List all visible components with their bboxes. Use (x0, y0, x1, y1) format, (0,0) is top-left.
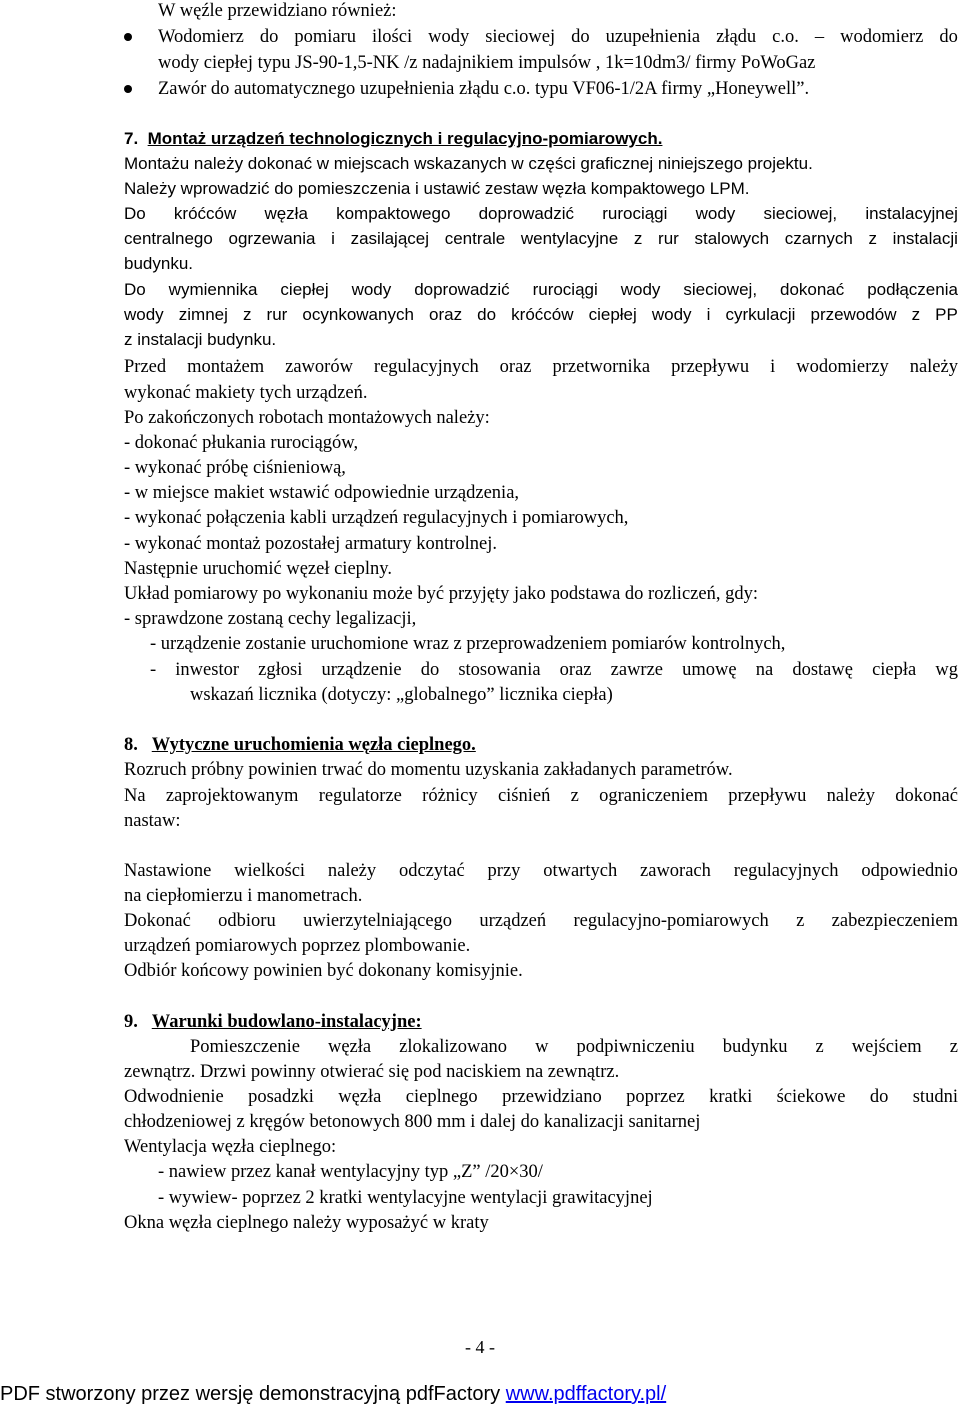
word: do (259, 27, 279, 47)
word: podpiwniczeniu (576, 1037, 695, 1057)
word: ocynkowanych (302, 305, 414, 324)
word: przewidziano (502, 1087, 602, 1107)
word: do (420, 660, 440, 680)
section-8-paragraph: na ciepłomierzu i manometrach. (124, 886, 363, 906)
word: - (150, 660, 157, 680)
intro-text: W węźle przewidziano również: (158, 1, 397, 21)
word: z (815, 1037, 824, 1057)
word: rur (658, 229, 679, 248)
section-8-title: Wytyczne uruchomienia węzła cieplnego. (151, 735, 476, 755)
word: ciepłej (588, 305, 637, 324)
word: centrale (444, 229, 506, 248)
section-8-paragraph: Rozruch próbny powinien trwać do momentu uzyskania zakładanych parametrów. (124, 760, 733, 780)
word: budynku (722, 1037, 788, 1057)
word: należy (327, 861, 377, 881)
word: z (911, 305, 921, 324)
word: Pomieszczenie (190, 1037, 300, 1057)
word: rurociągi (602, 204, 668, 223)
word: doprowadzić (478, 204, 575, 223)
word: dostawę (792, 660, 853, 680)
word: przepływu (671, 357, 750, 377)
list-item: - wykonać połączenia kabli urządzeń regulacyjnych i pomiarowych, (124, 508, 629, 528)
section-8-paragraph: Odbiór końcowy powinien być dokonany komisyjnie. (124, 961, 523, 981)
word: ściekowe (776, 1087, 846, 1107)
word: i (770, 357, 776, 377)
word: poprzez (626, 1087, 685, 1107)
word: ograniczeniem (599, 786, 709, 806)
section-7-paragraph: Następnie uruchomić węzeł cieplny. (124, 559, 392, 579)
section-7-paragraph: Montażu należy dokonać w miejscach wskazanych w części graficznej niniejszego projektu. (124, 154, 813, 173)
word: rur (266, 305, 288, 324)
word: zasilającej (350, 229, 430, 248)
list-item: - sprawdzone zostaną cechy legalizacji, (124, 609, 417, 629)
word: instalacyjnej (865, 204, 958, 223)
word: Do (124, 204, 146, 223)
word: ciśnień (497, 786, 551, 806)
section-8-paragraph (124, 910, 958, 932)
word: wymiennika (168, 280, 258, 299)
word: PP (935, 305, 958, 324)
pdf-footer-link[interactable]: www.pdffactory.pl/ (505, 1383, 667, 1405)
word: króćców (511, 305, 574, 324)
word: c.o. (772, 27, 799, 47)
word: Dokonać (124, 911, 191, 931)
word: różnicy (422, 786, 478, 806)
word: instalacji (892, 229, 958, 248)
word: do (477, 305, 497, 324)
word: rurociągi (532, 280, 598, 299)
section-7-paragraph (124, 279, 958, 301)
word: węzła (338, 1087, 382, 1107)
word: Do (124, 280, 146, 299)
word: studni (912, 1087, 958, 1107)
section-7-paragraph (124, 203, 958, 225)
word: i (331, 229, 335, 248)
list-item: - nawiew przez kanał wentylacyjny typ „Z” /20×30/ (158, 1162, 543, 1182)
word: ciepłej (280, 280, 329, 299)
word: inwestor (175, 660, 240, 680)
word: do (571, 27, 590, 47)
word: umowę (682, 660, 737, 680)
section-7-paragraph: Należy wprowadzić do pomieszczenia i ustawić zestaw węzła kompaktowego LPM. (124, 179, 750, 198)
section-8-paragraph (124, 785, 958, 807)
word: należy (826, 786, 875, 806)
word: sieciowej (485, 27, 556, 47)
word: cyrkulacji (725, 305, 796, 324)
section-7-paragraph: Układ pomiarowy po wykonaniu może być przyjęty jako podstawa do rozliczeń, gdy: (124, 584, 758, 604)
page-number: - 4 - (465, 1337, 495, 1357)
section-7-heading (124, 128, 662, 150)
word: oraz (429, 305, 463, 324)
word: do (869, 1087, 889, 1107)
word: węzła (264, 204, 308, 223)
word: Wodomierz (158, 27, 244, 47)
section-9-paragraph: chłodzeniowej z kręgów betonowych 800 mm i dalej do kanalizacji sanitarnej (124, 1112, 701, 1132)
word: sieciowej, (763, 204, 838, 223)
word: wodomierz (840, 27, 924, 47)
word: przewodów (810, 305, 897, 324)
word: i (706, 305, 711, 324)
word: odbioru (218, 911, 276, 931)
list-item: - w miejsce makiet wstawić odpowiednie urządzenia, (124, 483, 520, 503)
word: przy (487, 861, 521, 881)
section-9-title: Warunki budowlano-instalacyjne: (151, 1012, 422, 1032)
section-9-heading (124, 1011, 422, 1033)
section-7-title: Montaż urządzeń technologicznych i regulacyjno-pomiarowych. (147, 129, 663, 148)
list-item: - wywiew- poprzez 2 kratki wentylacyjne wentylacji grawitacyjnej (158, 1188, 653, 1208)
word: wody (651, 305, 692, 324)
word: ogrzewania (228, 229, 316, 248)
section-8-paragraph: nastaw: (124, 811, 181, 831)
word: zgłosi (258, 660, 303, 680)
word: zawrze (610, 660, 664, 680)
bullet-icon (124, 33, 132, 41)
word: na (755, 660, 774, 680)
word: z (868, 229, 877, 248)
word: stosowania (458, 660, 541, 680)
list-item: - wykonać montaż pozostałej armatury kontrolnej. (124, 534, 497, 554)
word: pomiaru (294, 27, 356, 47)
list-item: wskazań licznika (dotyczy: „globalnego” licznika ciepła) (190, 685, 613, 705)
word: urządzeń (479, 911, 547, 931)
bullet-1-line-1 (158, 26, 958, 48)
word: oraz (559, 660, 592, 680)
list-item: - urządzenie zostanie uruchomione wraz z przeprowadzeniem pomiarów kontrolnych, (150, 634, 786, 654)
word: oraz (499, 357, 532, 377)
word: wg (935, 660, 958, 680)
word: ciepła (872, 660, 917, 680)
word: przetwornika (552, 357, 651, 377)
word: króćców (173, 204, 237, 223)
section-7-paragraph: wykonać makiety tych urządzeń. (124, 383, 368, 403)
word: zabezpieczeniem (831, 911, 958, 931)
word: doprowadzić (414, 280, 510, 299)
word: złądu (716, 27, 757, 47)
word: wejściem (851, 1037, 922, 1057)
word: odpowiednio (861, 861, 958, 881)
list-item: - wykonać próbę ciśnieniową, (124, 458, 346, 478)
word: zaprojektowanym (165, 786, 299, 806)
word: z (633, 229, 643, 248)
word: – (814, 27, 825, 47)
section-8-heading (124, 734, 476, 756)
word: zaworów (285, 357, 353, 377)
section-7-paragraph: z instalacji budynku. (124, 330, 277, 349)
word: węzła (327, 1037, 372, 1057)
word: w (535, 1037, 549, 1057)
word: wody (124, 305, 164, 324)
word: z (796, 911, 805, 931)
section-8-number: 8. (124, 735, 138, 755)
word: zaworach (640, 861, 711, 881)
section-9-paragraph: Okna węzła cieplnego należy wyposażyć w kraty (124, 1213, 489, 1233)
word: ilości (372, 27, 413, 47)
section-8-paragraph: urządzeń pomiarowych poprzez plombowanie. (124, 936, 471, 956)
word: wielkości (234, 861, 306, 881)
bullet-1-line-2: wody ciepłej typu JS-90-1,5-NK /z nadajnikiem impulsów , 1k=10dm3/ firmy PoWoGaz (158, 53, 816, 73)
pdf-footer (0, 1383, 666, 1406)
pdf-footer-text: PDF stworzony przez wersję demonstracyjną pdfFactory (0, 1383, 506, 1405)
word: centralnego (124, 229, 213, 248)
section-7-paragraph (124, 304, 958, 326)
word: dokonać (895, 786, 958, 806)
word: otwartych (543, 861, 618, 881)
list-item (150, 659, 958, 681)
word: stalowych (694, 229, 770, 248)
word: z (570, 786, 579, 806)
word: podłączenia (867, 280, 958, 299)
word: Przed (124, 357, 167, 377)
word: wody (428, 27, 470, 47)
word: z (949, 1037, 958, 1057)
word: regulacyjnych (733, 861, 839, 881)
section-9-paragraph (190, 1036, 958, 1058)
word: do (939, 27, 958, 47)
list-item: - dokonać płukania rurociągów, (124, 433, 359, 453)
word: urządzenie (321, 660, 402, 680)
word: dokonać (779, 280, 845, 299)
word: posadzki (248, 1087, 314, 1107)
word: wody (351, 280, 392, 299)
word: Na (124, 786, 146, 806)
word: zlokalizowano (399, 1037, 508, 1057)
word: sieciowej, (683, 280, 758, 299)
word: uwierzytelniającego (303, 911, 453, 931)
word: wody (620, 280, 661, 299)
word: kratki (709, 1087, 753, 1107)
section-9-paragraph (124, 1086, 958, 1108)
word: wody (695, 204, 736, 223)
word: kompaktowego (336, 204, 451, 223)
word: regulacyjno-pomiarowych (573, 911, 769, 931)
word: należy (909, 357, 958, 377)
word: odczytać (398, 861, 465, 881)
word: uzupełnienia (605, 27, 701, 47)
section-8-paragraph (124, 860, 958, 882)
word: wentylacyjne (520, 229, 619, 248)
section-9-paragraph: Wentylacja węzła cieplnego: (124, 1137, 337, 1157)
word: z (242, 305, 252, 324)
section-7-paragraph (124, 356, 958, 378)
word: regulatorze (318, 786, 402, 806)
section-9-number: 9. (124, 1012, 138, 1032)
word: montażem (187, 357, 265, 377)
bullet-2: Zawór do automatycznego uzupełnienia złądu c.o. typu VF06-1/2A firmy „Honeywell”. (158, 79, 810, 99)
word: regulacyjnych (373, 357, 479, 377)
section-9-paragraph: zewnątrz. Drzwi powinny otwierać się pod naciskiem na zewnątrz. (124, 1062, 620, 1082)
word: Nastawione (124, 861, 212, 881)
section-7-paragraph: Po zakończonych robotach montażowych należy: (124, 408, 490, 428)
section-7-paragraph (124, 228, 958, 250)
word: wodomierzy (796, 357, 889, 377)
section-7-number: 7. (124, 129, 139, 148)
word: zimnej (178, 305, 228, 324)
word: Odwodnienie (124, 1087, 224, 1107)
bullet-icon (124, 85, 132, 93)
word: cieplnego (405, 1087, 478, 1107)
word: przepływu (728, 786, 807, 806)
word: czarnych (784, 229, 853, 248)
section-7-paragraph: budynku. (124, 254, 193, 273)
